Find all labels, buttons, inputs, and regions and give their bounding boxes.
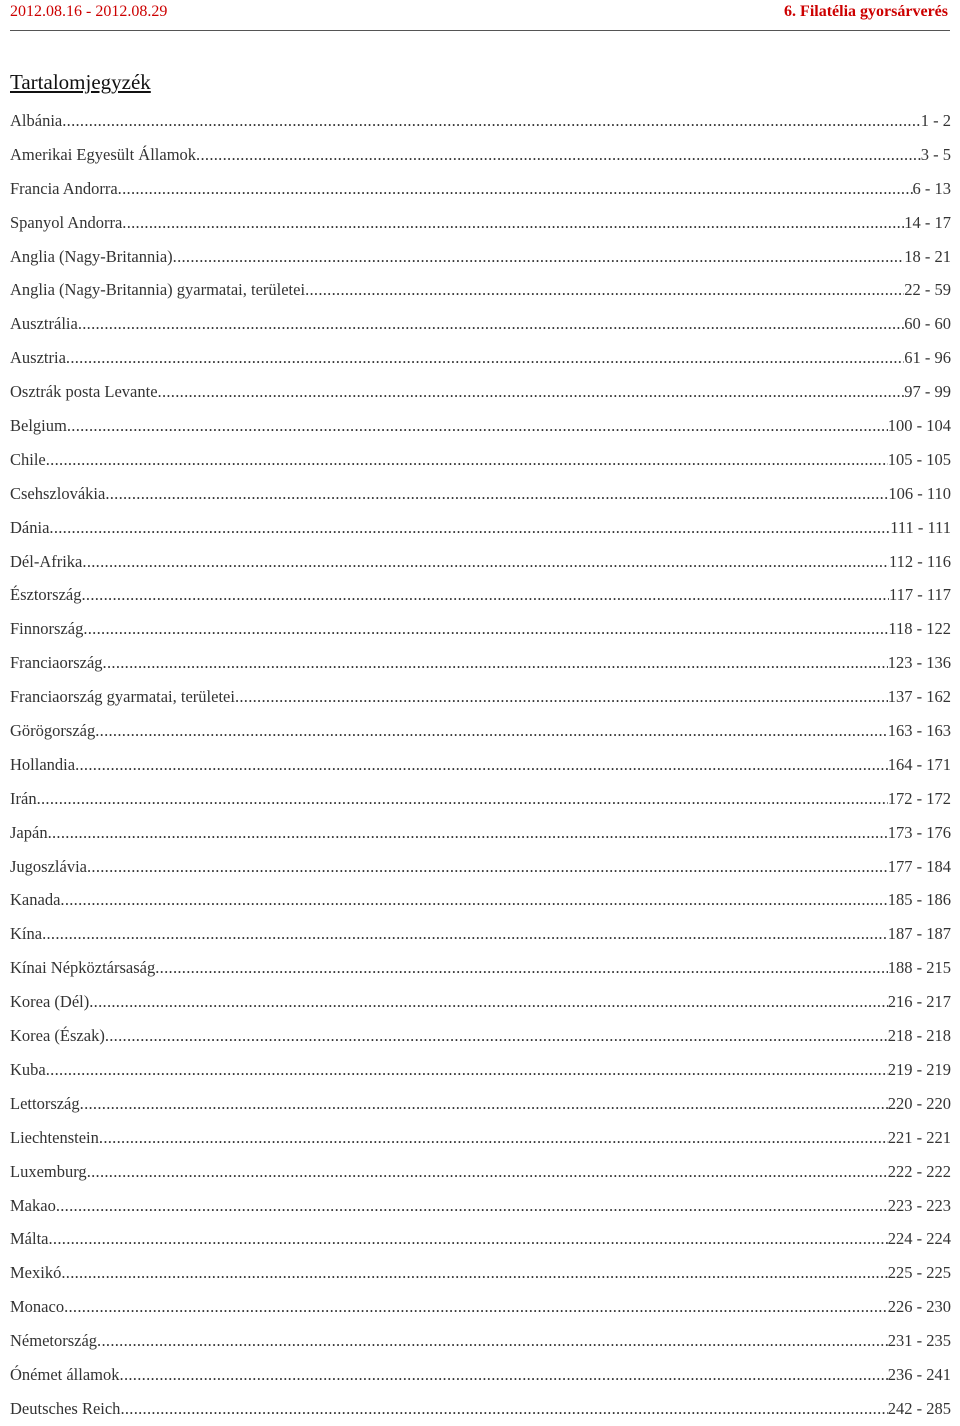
toc-leader-dots xyxy=(87,850,888,884)
toc-list xyxy=(10,104,951,1426)
toc-entry-pages: 118 - 122 xyxy=(888,619,951,639)
toc-leader-dots xyxy=(42,917,888,951)
toc-leader-dots xyxy=(61,1256,887,1290)
toc-entry-name: Makao xyxy=(10,1195,56,1215)
toc-leader-dots xyxy=(173,240,905,274)
toc-entry-pages: 225 - 225 xyxy=(887,1263,951,1283)
toc-entry[interactable] xyxy=(10,1087,951,1121)
toc-entry-name: Mexikó xyxy=(10,1263,62,1283)
toc-entry[interactable] xyxy=(10,1256,951,1290)
toc-leader-dots xyxy=(105,1019,888,1053)
toc-entry[interactable] xyxy=(10,1290,951,1324)
toc-entry-name: Ónémet államok xyxy=(10,1364,120,1384)
toc-entry[interactable] xyxy=(10,1392,951,1426)
toc-entry[interactable] xyxy=(10,443,951,477)
toc-entry-name: Amerikai Egyesült Államok xyxy=(10,144,197,164)
toc-entry-pages: 97 - 99 xyxy=(904,382,951,402)
toc-entry-name: Deutsches Reich xyxy=(10,1398,121,1418)
toc-leader-dots xyxy=(67,409,888,443)
toc-entry-pages: 60 - 60 xyxy=(904,314,951,334)
toc-entry-name: Kanada xyxy=(10,890,61,910)
toc-leader-dots xyxy=(46,1053,888,1087)
toc-entry-name: Korea (Észak) xyxy=(10,1026,105,1046)
toc-entry[interactable] xyxy=(10,240,951,274)
toc-entry-name: Kína xyxy=(10,924,43,944)
toc-leader-dots xyxy=(48,816,888,850)
toc-entry-pages: 18 - 21 xyxy=(904,246,951,266)
toc-entry-pages: 111 - 111 xyxy=(890,517,951,537)
toc-entry-name: Luxemburg xyxy=(10,1161,87,1181)
toc-entry[interactable] xyxy=(10,1155,951,1189)
toc-entry-name: Jugoszlávia xyxy=(10,856,87,876)
toc-entry-name: Kínai Népköztársaság xyxy=(10,958,156,978)
toc-leader-dots xyxy=(89,985,888,1019)
toc-entry[interactable] xyxy=(10,1222,951,1256)
toc-entry[interactable] xyxy=(10,1189,951,1223)
toc-entry[interactable] xyxy=(10,917,951,951)
toc-entry[interactable] xyxy=(10,1121,951,1155)
toc-entry[interactable] xyxy=(10,578,951,612)
toc-entry-pages: 14 - 17 xyxy=(904,212,951,232)
toc-entry[interactable] xyxy=(10,307,951,341)
toc-entry-name: Németország xyxy=(10,1331,98,1351)
toc-entry-pages: 106 - 110 xyxy=(888,483,951,503)
toc-entry-name: Francia Andorra xyxy=(10,178,118,198)
toc-leader-dots xyxy=(87,1155,888,1189)
toc-entry-pages: 137 - 162 xyxy=(887,687,951,707)
toc-entry-pages: 173 - 176 xyxy=(887,822,951,842)
toc-entry[interactable] xyxy=(10,951,951,985)
toc-entry-name: Lettország xyxy=(10,1093,80,1113)
toc-entry[interactable] xyxy=(10,782,951,816)
toc-entry-pages: 172 - 172 xyxy=(887,788,951,808)
toc-leader-dots xyxy=(81,578,888,612)
auction-title: 6. Filatélia gyorsárverés xyxy=(784,3,948,20)
toc-entry[interactable] xyxy=(10,985,951,1019)
toc-entry-pages: 105 - 105 xyxy=(887,449,951,469)
toc-leader-dots xyxy=(62,104,921,138)
toc-entry-name: Albánia xyxy=(10,111,63,130)
toc-entry-pages: 163 - 163 xyxy=(887,721,951,741)
toc-entry-name: Monaco xyxy=(10,1297,65,1317)
toc-entry-name: Dél-Afrika xyxy=(10,551,83,571)
toc-entry-name: Japán xyxy=(10,822,48,842)
toc-entry-pages: 242 - 285 xyxy=(887,1398,951,1418)
toc-entry-pages: 188 - 215 xyxy=(887,958,951,978)
toc-entry-pages: 221 - 221 xyxy=(887,1127,951,1147)
toc-entry-pages: 222 - 222 xyxy=(887,1161,951,1181)
toc-entry-pages: 185 - 186 xyxy=(887,890,951,910)
toc-entry-pages: 218 - 218 xyxy=(887,1026,951,1046)
toc-entry[interactable] xyxy=(10,850,951,884)
toc-leader-dots xyxy=(80,1087,888,1121)
toc-leader-dots xyxy=(78,307,904,341)
toc-entry-name: Spanyol Andorra xyxy=(10,212,123,232)
toc-entry-pages: 6 - 13 xyxy=(912,178,951,198)
toc-entry-name: Ausztria xyxy=(10,348,66,368)
toc-entry[interactable] xyxy=(10,714,951,748)
toc-entry-pages: 187 - 187 xyxy=(887,924,951,944)
toc-entry[interactable] xyxy=(10,409,951,443)
toc-entry-name: Franciaország gyarmatai, területei xyxy=(10,687,235,707)
toc-entry-name: Kuba xyxy=(10,1059,46,1079)
toc-entry[interactable] xyxy=(10,104,951,138)
toc-entry-pages: 164 - 171 xyxy=(887,754,951,774)
toc-leader-dots xyxy=(49,511,890,545)
toc-leader-dots xyxy=(83,612,888,646)
toc-entry[interactable] xyxy=(10,545,951,579)
toc-entry[interactable] xyxy=(10,341,951,375)
toc-entry-name: Liechtenstein xyxy=(10,1127,99,1147)
toc-entry-name: Irán xyxy=(10,788,37,808)
toc-entry-pages: 3 - 5 xyxy=(920,144,951,164)
toc-entry-pages: 219 - 219 xyxy=(887,1059,951,1079)
toc-leader-dots xyxy=(95,714,888,748)
toc-entry-name: Finnország xyxy=(10,619,84,639)
toc-leader-dots xyxy=(103,646,888,680)
toc-entry-name: Csehszlovákia xyxy=(10,483,106,503)
toc-entry[interactable] xyxy=(10,273,951,307)
toc-entry-name: Dánia xyxy=(10,517,50,537)
toc-entry-name: Észtország xyxy=(10,585,82,605)
toc-entry-name: Korea (Dél) xyxy=(10,992,90,1012)
toc-entry[interactable] xyxy=(10,1019,951,1053)
toc-entry-pages: 177 - 184 xyxy=(887,856,951,876)
toc-entry[interactable] xyxy=(10,816,951,850)
toc-entry[interactable] xyxy=(10,375,951,409)
toc-leader-dots xyxy=(75,748,888,782)
toc-leader-dots xyxy=(56,1189,888,1223)
toc-entry-pages: 226 - 230 xyxy=(887,1297,951,1317)
toc-leader-dots xyxy=(235,680,888,714)
toc-entry-pages: 100 - 104 xyxy=(887,416,951,436)
toc-entry[interactable] xyxy=(10,748,951,782)
toc-leader-dots xyxy=(46,443,888,477)
toc-entry[interactable] xyxy=(10,138,951,172)
toc-entry[interactable] xyxy=(10,680,951,714)
toc-entry[interactable] xyxy=(10,1324,951,1358)
toc-entry[interactable] xyxy=(10,883,951,917)
toc-leader-dots xyxy=(105,477,888,511)
toc-entry[interactable] xyxy=(10,511,951,545)
toc-entry[interactable] xyxy=(10,206,951,240)
toc-entry-pages: 220 - 220 xyxy=(887,1093,951,1113)
toc-entry-name: Hollandia xyxy=(10,754,76,774)
toc-entry-name: Belgium xyxy=(10,416,67,436)
toc-entry-name: Anglia (Nagy-Britannia) gyarmatai, területei xyxy=(10,280,306,300)
toc-entry[interactable] xyxy=(10,1358,951,1392)
toc-leader-dots xyxy=(118,172,913,206)
toc-leader-dots xyxy=(82,545,889,579)
toc-entry[interactable] xyxy=(10,646,951,680)
toc-entry-pages: 224 - 224 xyxy=(887,1229,951,1249)
toc-entry-name: Franciaország xyxy=(10,653,103,673)
toc-leader-dots xyxy=(64,1290,888,1324)
toc-entry-pages: 1 - 2 xyxy=(920,111,951,130)
toc-leader-dots xyxy=(99,1121,888,1155)
toc-leader-dots xyxy=(37,782,888,816)
toc-leader-dots xyxy=(120,1358,888,1392)
toc-entry-name: Görögország xyxy=(10,721,96,741)
toc-leader-dots xyxy=(196,138,921,172)
toc-entry-pages: 223 - 223 xyxy=(887,1195,951,1215)
toc-leader-dots xyxy=(158,375,905,409)
date-range: 2012.08.16 - 2012.08.29 xyxy=(10,3,168,20)
toc-entry-pages: 61 - 96 xyxy=(904,348,951,368)
toc-entry-pages: 231 - 235 xyxy=(887,1331,951,1351)
toc-entry-name: Chile xyxy=(10,449,46,469)
toc-entry-name: Ausztrália xyxy=(10,314,78,334)
toc-leader-dots xyxy=(305,273,904,307)
toc-leader-dots xyxy=(60,883,887,917)
toc-entry-pages: 236 - 241 xyxy=(887,1364,951,1384)
toc-leader-dots xyxy=(122,206,904,240)
toc-leader-dots xyxy=(120,1392,887,1426)
toc-entry-pages: 112 - 116 xyxy=(888,551,951,571)
toc-entry-name: Osztrák posta Levante xyxy=(10,382,158,402)
toc-leader-dots xyxy=(155,951,888,985)
toc-entry-name: Málta xyxy=(10,1229,49,1249)
toc-entry[interactable] xyxy=(10,612,951,646)
toc-entry[interactable] xyxy=(10,477,951,511)
toc-leader-dots xyxy=(49,1222,888,1256)
toc-leader-dots xyxy=(97,1324,888,1358)
toc-entry-pages: 117 - 117 xyxy=(888,585,951,605)
toc-entry[interactable] xyxy=(10,172,951,206)
toc-entry-pages: 216 - 217 xyxy=(887,992,951,1012)
toc-entry[interactable] xyxy=(10,1053,951,1087)
toc-entry-pages: 123 - 136 xyxy=(887,653,951,673)
toc-entry-pages: 22 - 59 xyxy=(904,280,951,300)
page-header xyxy=(10,0,950,31)
toc-entry-name: Anglia (Nagy-Britannia) xyxy=(10,246,173,266)
toc-heading: Tartalomjegyzék xyxy=(10,70,151,94)
toc-leader-dots xyxy=(66,341,904,375)
